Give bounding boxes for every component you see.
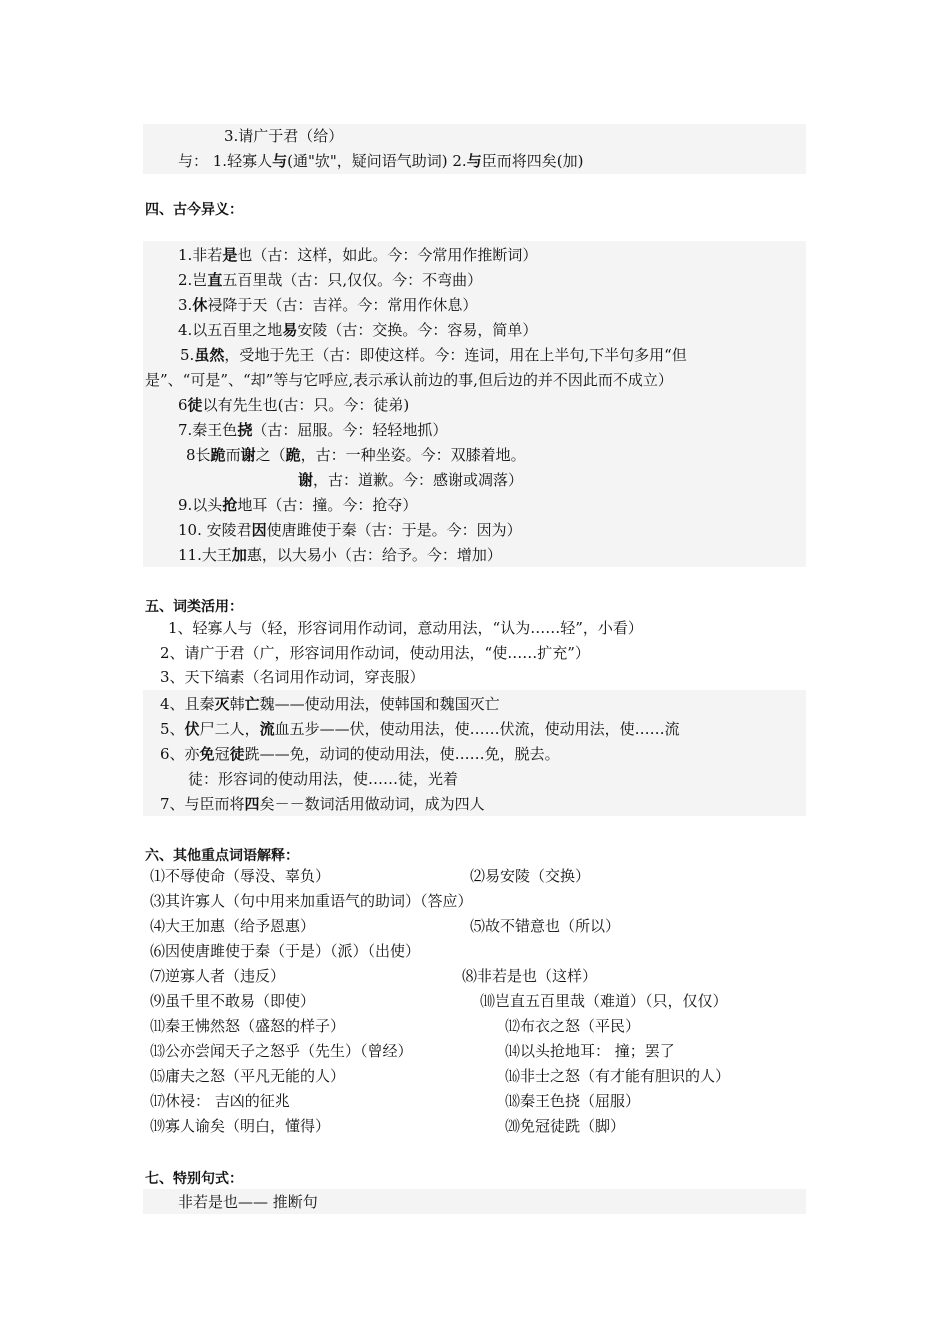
bold-word: 伏	[184, 720, 200, 738]
text: 1、	[168, 619, 193, 637]
text: ，古：道歉。今：感谢或凋落）	[313, 471, 524, 489]
text: 跣——免，动词的使动用法，使……免，脱去。	[244, 745, 560, 763]
s5-line-5	[160, 718, 680, 740]
text: (通"欤"，疑问语气助词) 2.	[287, 152, 467, 170]
text: 血五步——伏，使动用法，使……伏流，使动用法，使……流	[274, 720, 680, 738]
s6-item-2: ⑵易安陵（交换）	[470, 867, 591, 885]
s4-line-1	[178, 244, 537, 266]
s6-item-5: ⑸故不错意也（所以）	[470, 917, 621, 935]
section7-heading: 七、特别句式：	[145, 1171, 243, 1187]
s4-line-7	[178, 419, 447, 441]
bold-word: 休	[192, 296, 208, 314]
bold-word: 因	[251, 521, 267, 539]
bold-word: 亡	[244, 695, 260, 713]
text: 矣－－数词活用做动词，成为四人	[259, 795, 485, 813]
s4-line-4	[178, 319, 537, 341]
text: 8长	[186, 446, 211, 464]
bold-word: 跪	[210, 446, 226, 464]
bold-word: 谢	[240, 446, 256, 464]
text: 10. 安陵君	[178, 521, 252, 539]
top-line-1: 3.请广于君（给）	[224, 127, 344, 145]
text: （古：屈服。今：轻轻地抓）	[252, 421, 448, 439]
text: ，受地于先王（古：即使这样。今：连词，用在上半句,下半句多用“但	[224, 346, 687, 364]
s4-line-5b: 是”、“可是”、“却”等与它呼应,表示承认前边的事,但后边的并不因此而不成立）	[145, 371, 673, 389]
bold-word: 谢	[298, 471, 314, 489]
text: 安陵（古：交换。今：容易，简单）	[297, 321, 538, 339]
s5-line-2: 2、请广于君（广，形容词用作动词，使动用法，“使……扩充”）	[160, 644, 590, 662]
s6-item-3: ⑶其许寡人（句中用来加重语气的助词）（答应）	[150, 892, 473, 910]
text: 臣而将四矣(加)	[481, 152, 584, 170]
bold-word: 免	[199, 745, 215, 763]
text: 7、与臣而将	[160, 795, 245, 813]
bold-word: 虽然	[194, 346, 225, 364]
s6-item-1: ⑴不辱使命（辱没、辜负）	[150, 867, 331, 885]
bold-word: 抢	[222, 496, 238, 514]
text: 冠	[214, 745, 230, 763]
s5-line-3: 3、天下缟素（名词用作动词，穿丧服）	[160, 668, 425, 686]
text: 6、亦	[160, 745, 200, 763]
bold-word: 是	[222, 246, 238, 264]
text: 与： 1.轻寡人	[178, 152, 273, 170]
bold-word: 跪	[285, 446, 301, 464]
text: 9.以头	[178, 496, 223, 514]
text: 以有先生也(古：只。今：徒弟)	[202, 396, 410, 414]
bold-word: 挠	[237, 421, 253, 439]
s5-line-1	[168, 617, 643, 639]
text: 11.大王	[178, 546, 232, 564]
s4-line-9	[178, 494, 417, 516]
bold-word: 四	[244, 795, 260, 813]
s5-line-4	[160, 693, 500, 715]
text: 7.秦王色	[178, 421, 238, 439]
text: 使唐雎使于秦（古：于是。今：因为）	[266, 521, 522, 539]
text: 5.	[180, 346, 195, 364]
bold-word: 与	[272, 152, 288, 170]
bold-word: 加	[231, 546, 247, 564]
text: 魏——使动用法，使韩国和魏国灭亡	[259, 695, 500, 713]
s6-item-8: ⑻非若是也（这样）	[462, 967, 598, 985]
s4-line-3	[178, 294, 477, 316]
bold-word: 流	[259, 720, 275, 738]
s4-line-10	[178, 519, 522, 541]
s5-line-6b: 徒：形容词的使动用法，使……徒，光着	[188, 770, 459, 788]
s6-item-7: ⑺逆寡人者（违反）	[150, 967, 286, 985]
s6-item-4: ⑷大王加惠（给予恩惠）	[150, 917, 316, 935]
text: 尸二人，	[199, 720, 260, 738]
s6-item-11: ⑾秦王怫然怒（盛怒的样子）	[150, 1017, 346, 1035]
text: 而	[225, 446, 241, 464]
text: 2.岂	[178, 271, 208, 289]
s6-item-13: ⒀公亦尝闻天子之怒乎（先生）（曾经）	[150, 1042, 413, 1060]
text: 6	[178, 396, 188, 414]
bold-word: 易	[282, 321, 298, 339]
s6-item-20: ⒇免冠徒跣（脚）	[505, 1117, 626, 1135]
bold-word: 灭	[214, 695, 230, 713]
text: 五百里哉（古：只,仅仅。今：不弯曲）	[222, 271, 483, 289]
text: 4.以五百里之地	[178, 321, 283, 339]
s6-item-19: ⒆寡人谕矣（明白，懂得）	[150, 1117, 331, 1135]
text: 4、且秦	[160, 695, 215, 713]
s6-item-12: ⑿布衣之怒（平民）	[505, 1017, 641, 1035]
s7-line: 非若是也—— 推断句	[178, 1193, 318, 1211]
bold-word: 徒	[187, 396, 203, 414]
section5-heading: 五、词类活用：	[145, 599, 243, 615]
bold-word: 直	[207, 271, 223, 289]
text: 惠，以大易小（古：给予。今：增加）	[246, 546, 502, 564]
s6-item-6: ⑹因使唐雎使于秦（于是）（派）（出使）	[150, 942, 421, 960]
text: 地耳（古：撞。今：抢夺）	[237, 496, 418, 514]
text: ，古：一种坐姿。今：双膝着地。	[300, 446, 526, 464]
text: 3.	[178, 296, 193, 314]
bold-word: 徒	[229, 745, 245, 763]
s4-line-11	[178, 544, 502, 566]
s4-line-2	[178, 269, 482, 291]
text: 韩	[229, 695, 245, 713]
s4-line-5	[180, 344, 687, 366]
text: 祲降于天（古：吉祥。今：常用作休息）	[207, 296, 478, 314]
s4-line-6	[178, 394, 409, 416]
s6-item-14: ⒁以头抢地耳： 撞；罢了	[505, 1042, 675, 1060]
s5-line-6	[160, 743, 560, 765]
s6-item-18: ⒅秦王色挠（屈服）	[505, 1092, 641, 1110]
s4-line-8b	[298, 469, 523, 491]
bold-word: 与	[466, 152, 482, 170]
s6-item-10: ⑽岂直五百里哉（难道）（只，仅仅）	[480, 992, 728, 1010]
s4-line-8	[186, 444, 526, 466]
text: 5、	[160, 720, 185, 738]
text: 之（	[255, 446, 286, 464]
s5-line-7	[160, 793, 485, 815]
s6-item-16: ⒃非士之怒（有才能有胆识的人）	[505, 1067, 731, 1085]
section6-heading: 六、其他重点词语解释：	[145, 848, 299, 864]
s6-item-9: ⑼虽千里不敢易（即使）	[150, 992, 316, 1010]
text: 也（古：这样，如此。今：今常用作推断词）	[237, 246, 538, 264]
text: 1.非若	[178, 246, 223, 264]
top-line-2	[178, 150, 583, 172]
text: 轻寡人与（轻，形容词用作动词，意动用法，“认为……轻”，小看）	[192, 619, 643, 637]
s6-item-17: ⒄休祲： 吉凶的征兆	[150, 1092, 290, 1110]
section4-heading: 四、古今异义：	[145, 202, 243, 218]
s6-item-15: ⒂庸夫之怒（平凡无能的人）	[150, 1067, 346, 1085]
